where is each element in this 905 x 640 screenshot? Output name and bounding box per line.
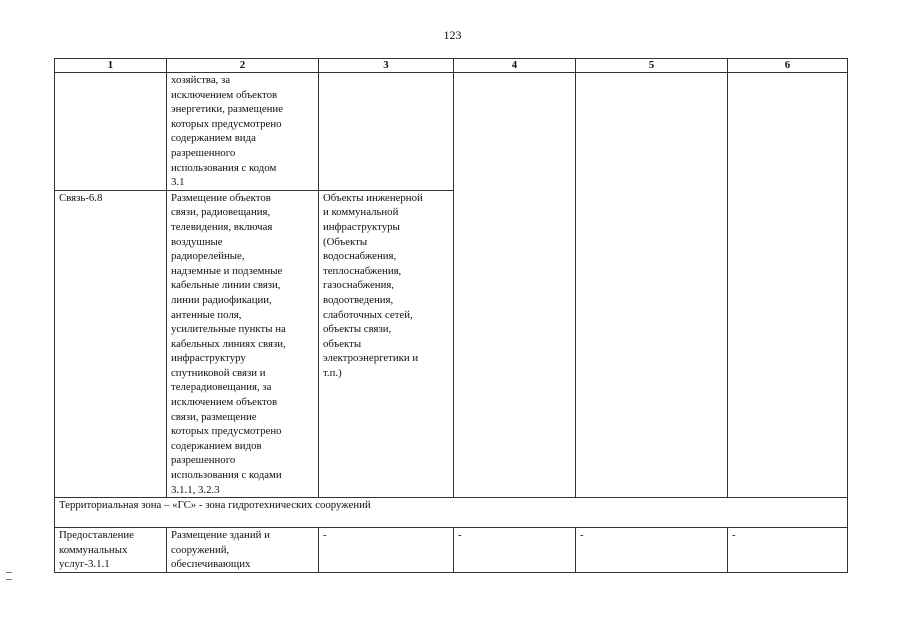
cell-empty (319, 73, 454, 191)
cell-kommunal-col4: - (454, 528, 576, 573)
cell-kommunal-code: Предоставление коммунальных услуг-3.1.1 (55, 528, 167, 573)
cell-continuation-description: хозяйства, за исключением объектов энергетики, размещение которых предусмотрено содержанием вида разрешенного использования с кодом 3.1 (167, 73, 319, 191)
zone-title-row (55, 498, 848, 528)
cell-empty (454, 73, 576, 498)
margin-mark (6, 572, 12, 580)
cell-svyaz-code: Связь-6.8 (55, 190, 167, 497)
cell-empty (728, 73, 848, 498)
cell-empty (576, 73, 728, 498)
page-number: 123 (443, 28, 462, 42)
table-row-continuation (55, 73, 848, 191)
column-header-3: 3 (319, 59, 454, 73)
cell-kommunal-col3: - (319, 528, 454, 573)
column-header-1: 1 (55, 59, 167, 73)
cell-empty (55, 73, 167, 191)
cell-svyaz-objects: Объекты инженерной и коммунальной инфраструктуры (Объекты водоснабжения, теплоснабжения, газоснабжения, водоотведения, слаботочных сетей, объекты связи, объекты электроэнергетики и т.п.) (319, 190, 454, 497)
column-header-5: 5 (576, 59, 728, 73)
zone-title: Территориальная зона – «ГС» - зона гидротехнических сооружений (55, 498, 848, 528)
header-row (55, 59, 848, 73)
table-row-kommunal (55, 528, 848, 573)
cell-svyaz-description: Размещение объектов связи, радиовещания, телевидения, включая воздушные радиорелейные, надземные и подземные кабельные линии связи, линии радиофикации, антенные поля, усилительные пункты на кабельных линиях связи, инфраструктуру спутниковой связи и телерадиовещания, за исключением объектов связи, размещение которых предусмотрено содержанием видов разрешенного использования с кодами 3.1.1, 3.2.3 (167, 190, 319, 497)
cell-kommunal-col6: - (728, 528, 848, 573)
column-header-2: 2 (167, 59, 319, 73)
cell-kommunal-col5: - (576, 528, 728, 573)
column-header-6: 6 (728, 59, 848, 73)
cell-kommunal-description: Размещение зданий и сооружений, обеспечивающих (167, 528, 319, 573)
land-use-table (54, 58, 848, 573)
column-header-4: 4 (454, 59, 576, 73)
